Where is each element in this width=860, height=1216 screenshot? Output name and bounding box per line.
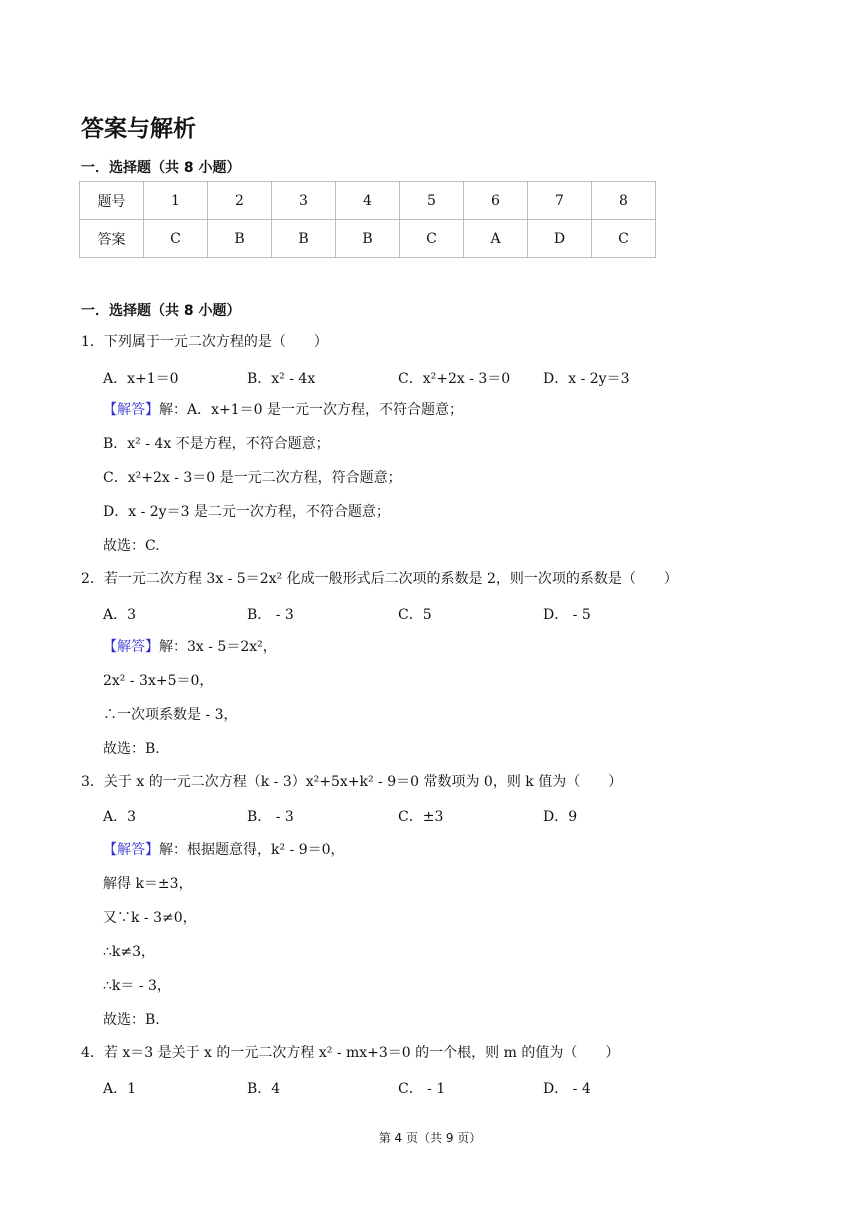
- q4-option-a: A．1: [103, 1081, 137, 1097]
- q1-option-b: B．x² - 4x: [247, 371, 316, 387]
- q2-conclusion: 故选：B.: [103, 741, 160, 757]
- question-number-cell: 7: [528, 182, 592, 220]
- table-header-answer: 答案: [80, 220, 144, 258]
- q1-solution-line-1: 【解答】解：A．x+1＝0 是一元一次方程，不符合题意；: [103, 402, 463, 418]
- q2-option-a: A．3: [103, 607, 137, 623]
- q3-option-b: B． - 3: [247, 809, 294, 825]
- q2-solution-line-2: 2x² - 3x+5＝0，: [103, 673, 214, 689]
- q1-option-a: A．x+1＝0: [103, 371, 179, 387]
- q3-option-a: A．3: [103, 809, 137, 825]
- question-number-cell: 5: [400, 182, 464, 220]
- q2-solution-line-1: 【解答】解：3x - 5＝2x²，: [103, 639, 277, 655]
- answer-cell: C: [592, 220, 656, 258]
- answer-tag: 【解答】: [103, 842, 159, 858]
- q3-solution-line-4: ∴k≠3，: [103, 944, 156, 960]
- q4-option-d: D． - 4: [543, 1081, 591, 1097]
- q3-solution-line-3: 又∵k - 3≠0，: [103, 910, 197, 926]
- q3-solution-line-1: 【解答】解：根据题意得，k² - 9＝0，: [103, 842, 345, 858]
- answer-tag: 【解答】: [103, 639, 159, 655]
- question-4-stem: 4．若 x＝3 是关于 x 的一元二次方程 x² - mx+3＝0 的一个根，则 m 的值为（ ）: [81, 1045, 620, 1061]
- page-title: 答案与解析: [81, 116, 196, 142]
- page-footer: 第 4 页（共 9 页）: [378, 1131, 482, 1145]
- q3-option-c: C．±3: [398, 809, 444, 825]
- q1-option-d: D．x - 2y＝3: [543, 371, 630, 387]
- table-header-question-number: 题号: [80, 182, 144, 220]
- q4-option-b: B．4: [247, 1081, 281, 1097]
- q2-solution-line-3: ∴一次项系数是 - 3，: [103, 707, 238, 723]
- q1-conclusion: 故选：C.: [103, 538, 160, 554]
- answer-cell: D: [528, 220, 592, 258]
- answer-cell: C: [400, 220, 464, 258]
- q3-option-d: D．9: [543, 809, 578, 825]
- question-number-cell: 8: [592, 182, 656, 220]
- answer-cell: C: [144, 220, 208, 258]
- q3-conclusion: 故选：B.: [103, 1012, 160, 1028]
- answer-cell: A: [464, 220, 528, 258]
- question-number-cell: 2: [208, 182, 272, 220]
- section-title-top: 一．选择题（共 8 小题）: [81, 160, 241, 176]
- question-2-stem: 2．若一元二次方程 3x - 5＝2x² 化成一般形式后二次项的系数是 2，则一次项的系数是（ ）: [81, 571, 678, 587]
- q1-option-c: C．x²+2x - 3＝0: [398, 371, 511, 387]
- answer-cell: B: [336, 220, 400, 258]
- q2-option-b: B． - 3: [247, 607, 294, 623]
- section-title: 一．选择题（共 8 小题）: [81, 303, 241, 319]
- answer-cell: B: [208, 220, 272, 258]
- q1-solution-line-3: C．x²+2x - 3＝0 是一元二次方程，符合题意；: [103, 470, 402, 486]
- answer-table-number-row: [80, 182, 656, 220]
- q3-solution-line-5: ∴k＝ - 3，: [103, 978, 171, 994]
- question-number-cell: 6: [464, 182, 528, 220]
- q1-solution-line-2: B．x² - 4x 不是方程，不符合题意；: [103, 436, 330, 452]
- q1-solution-line-4: D．x - 2y＝3 是二元一次方程，不符合题意；: [103, 504, 390, 520]
- answer-cell: B: [272, 220, 336, 258]
- q2-option-d: D． - 5: [543, 607, 591, 623]
- question-1-stem: 1．下列属于一元二次方程的是（ ）: [81, 334, 328, 350]
- question-number-cell: 4: [336, 182, 400, 220]
- answer-table: [79, 181, 656, 258]
- answer-table-answer-row: [80, 220, 656, 258]
- q2-option-c: C．5: [398, 607, 432, 623]
- q3-solution-line-2: 解得 k＝±3，: [103, 876, 193, 892]
- q4-option-c: C． - 1: [398, 1081, 446, 1097]
- answer-tag: 【解答】: [103, 402, 159, 418]
- question-number-cell: 3: [272, 182, 336, 220]
- question-3-stem: 3．关于 x 的一元二次方程（k - 3）x²+5x+k² - 9＝0 常数项为 0，则 k 值为（ ）: [81, 774, 623, 790]
- question-number-cell: 1: [144, 182, 208, 220]
